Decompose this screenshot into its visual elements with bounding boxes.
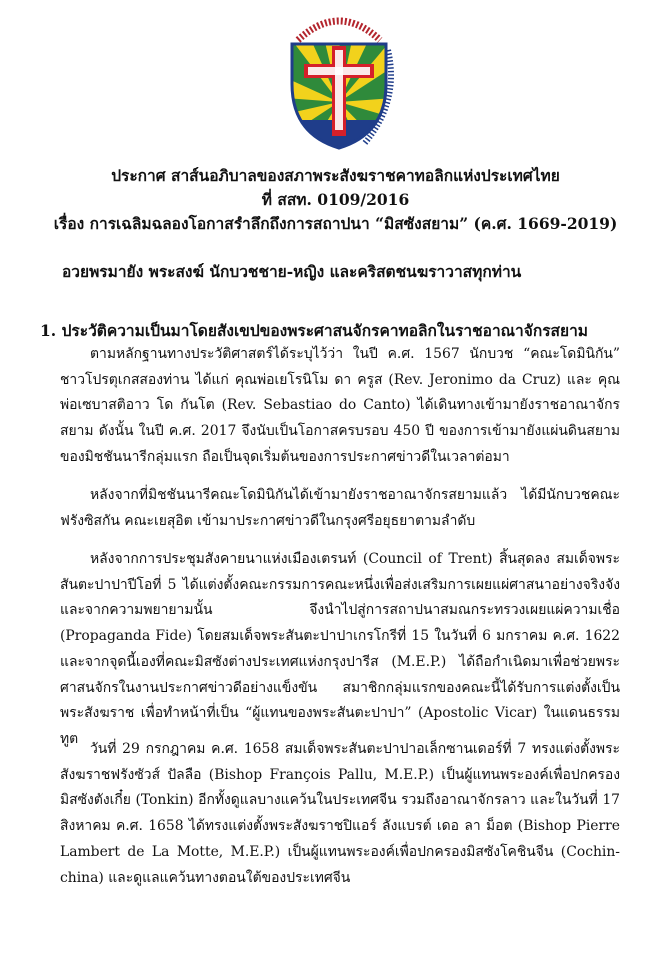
paragraph-text: หลังจากที่มิชชันนารีคณะโดมินิกันได้เข้ามายังราชอาณาจักรสยามแล้ว ได้มีนักบวชคณะฟรังซิสกัน คณะเยสุอิต เข้ามาประกาศข่าวดีในกรุงศรีอยุธยาตามลำดับ bbox=[60, 487, 620, 529]
greeting: อวยพรมายัง พระสงฆ์ นักบวชชาย-หญิง และคริสตชนฆราวาสทุกท่าน bbox=[62, 262, 522, 281]
paragraph-text: หลังจากการประชุมสังคายนาแห่งเมืองเตรนท์ (Council of Trent) สิ้นสุดลง สมเด็จพระสันตะปาปาปีโอที่ 5 ได้แต่งตั้งคณะกรรมการคณะหนึ่งเพื่อส่งเสริมการเผยแผ่ศาสนาอย่างจริงจัง และจากความพยายามนั้น จึงนำไปสู่การสถาปนาสมณกระทรวงเผยแผ่ความเชื่อ (Propaganda Fide) โดยสมเด็จพระสันตะปาปาเกรโกรีที่ 15 ในวันที่ 6 มกราคม ค.ศ. 1622 และจากจุดนี้เองที่คณะมิสซังต่างประเทศแห่งกรุงปารีส (M.E.P.) ได้ถือกำเนิดมาเพื่อช่วยพระศาสนจักรในงานประกาศข่าวดีอย่างแข็งขัน สมาชิกกลุ่มแรกของคณะนี้ได้รับการแต่งตั้งเป็นพระสังฆราช เพื่อทำหน้าที่เป็น “ผู้แทนของพระสันตะปาปา” (Apostolic Vicar) ในแดนธรรมทูต bbox=[60, 551, 620, 747]
paragraph-3 bbox=[60, 547, 620, 753]
announcement-title: ประกาศ สาส์นอภิบาลของสภาพระสังฆราชคาทอลิกแห่งประเทศไทย bbox=[111, 166, 560, 185]
cbct-logo bbox=[268, 2, 410, 152]
paragraph-4 bbox=[60, 737, 620, 891]
paragraph-text: ตามหลักฐานทางประวัติศาสตร์ได้ระบุไว้ว่า ในปี ค.ศ. 1567 นักบวช “คณะโดมินิกัน” ชาวโปรตุเกสสองท่าน ได้แก่ คุณพ่อเยโรนิโม ดา ครูส (Rev. Jeronimo da Cruz) และ คุณพ่อเซบาสติอาว โด กันโต (Rev. Sebastiao do Canto) ได้เดินทางเข้ามายังราชอาณาจักรสยาม ดังนั้น ในปี ค.ศ. 2017 จึงนับเป็นโอกาสครบรอบ 450 ปี ของการเข้ามายังแผ่นดินสยามของมิชชันนารีกลุ่มแรก ถือเป็นจุดเริ่มต้นของการประกาศข่าวดีในเวลาต่อมา bbox=[60, 346, 620, 465]
subject-line: เรื่อง การเฉลิมฉลองโอกาสรำลึกถึงการสถาปนา “มิสซังสยาม” (ค.ศ. 1669-2019) bbox=[53, 214, 618, 233]
reference-number: ที่ สสท. 0109/2016 bbox=[261, 190, 410, 209]
section-heading: 1. ประวัติความเป็นมาโดยสังเขปของพระศาสนจักรคาทอลิกในราชอาณาจักรสยาม bbox=[40, 321, 588, 340]
paragraph-1 bbox=[60, 342, 620, 471]
paragraph-2 bbox=[60, 483, 620, 534]
paragraph-text: วันที่ 29 กรกฎาคม ค.ศ. 1658 สมเด็จพระสันตะปาปาอเล็กซานเดอร์ที่ 7 ทรงแต่งตั้งพระสังฆราชฟรังซัวส์ ปัลลือ (Bishop François Pallu, M.E.P.) เป็นผู้แทนพระองค์เพื่อปกครองมิสซังตังเกี๋ย (Tonkin) อีกทั้งดูแลบางแคว้นในประเทศจีน รวมถึงอาณาจักรลาว และในวันที่ 17 สิงหาคม ค.ศ. 1658 ได้ทรงแต่งตั้งพระสังฆราชปิแอร์ ลังแบรต์ เดอ ลา ม็อต (Bishop Pierre Lambert de La Motte, M.E.P.) เป็นผู้แทนพระองค์เพื่อปกครองมิสซังโคชินจีน (Cochin-china) และดูแลแคว้นทางตอนใต้ของประเทศจีน bbox=[60, 741, 620, 886]
